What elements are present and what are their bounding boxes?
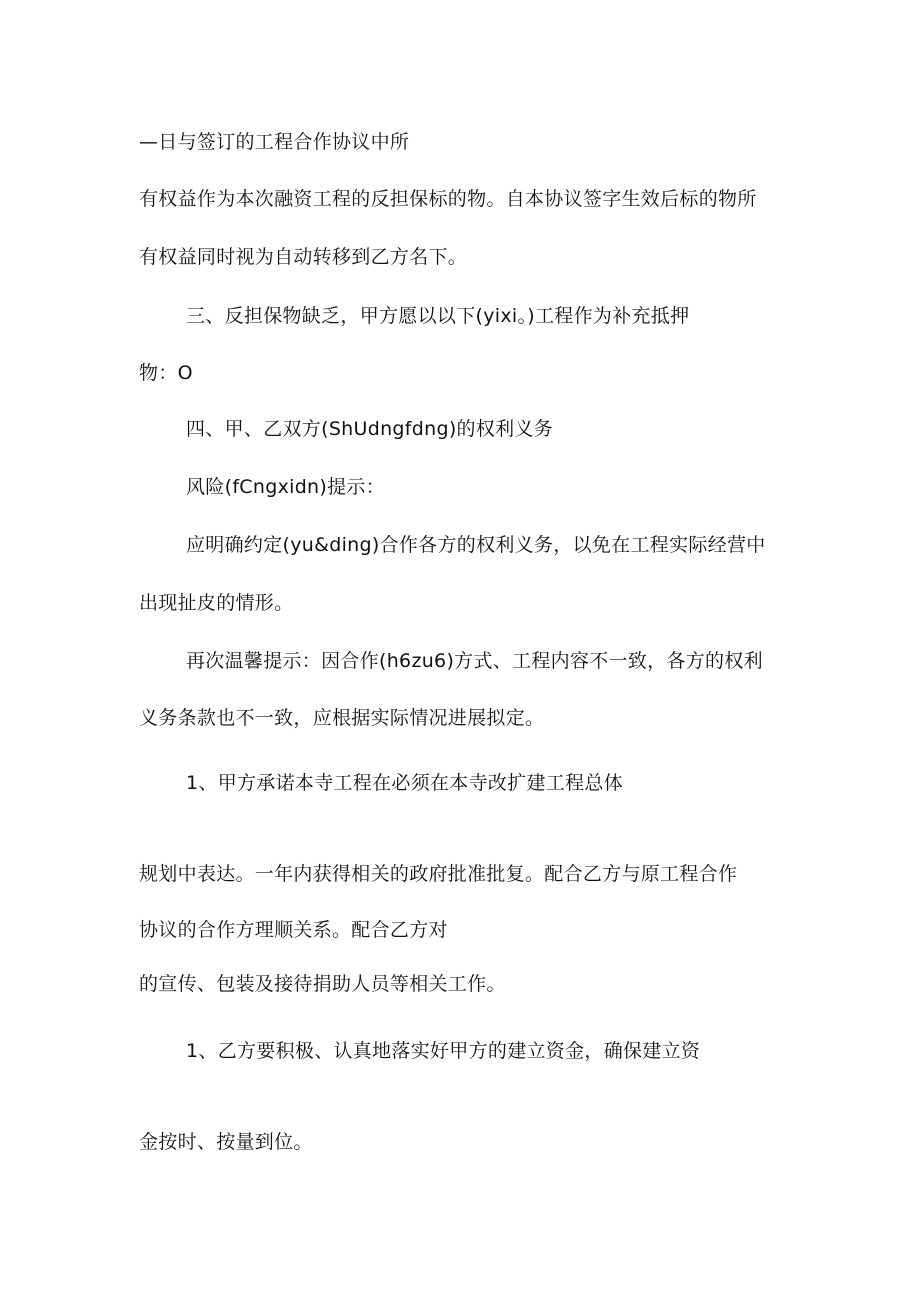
- text-line: 应明确约定(yu&ding)合作各方的权利义务，以免在工程实际经营中: [186, 534, 766, 556]
- text-line: —日与签订的工程合作协议中所: [139, 131, 410, 153]
- text-line: 有权益作为本次融资工程的反担保标的物。自本协议签字生效后标的物所: [139, 188, 757, 210]
- text-line: 四、甲、乙双方(ShUdngfdng)的权利义务: [186, 418, 554, 440]
- text-line: 物：O: [139, 362, 193, 384]
- text-line: 的宣传、包装及接待捐助人员等相关工作。: [139, 973, 506, 995]
- text-line: 再次温馨提示：因合作(h6zu6)方式、工程内容不一致，各方的权利: [186, 650, 763, 672]
- text-line: 义务条款也不一致，应根据实际情况进展拟定。: [139, 707, 545, 729]
- text-line: 规划中表达。一年内获得相关的政府批准批复。配合乙方与原工程合作: [139, 863, 738, 885]
- text-line: 三、反担保物缺乏，甲方愿以以下(yixi。)工程作为补充抵押: [186, 305, 690, 327]
- text-line: 1、甲方承诺本寺工程在必须在本寺改扩建工程总体: [186, 772, 623, 794]
- text-line: 风险(fCngxidn)提示：: [186, 476, 386, 498]
- text-line: 协议的合作方理顺关系。配合乙方对: [139, 919, 448, 941]
- text-line: 金按时、按量到位。: [139, 1131, 313, 1153]
- text-line: 1、乙方要积极、认真地落实好甲方的建立资金，确保建立资: [186, 1040, 701, 1062]
- text-line: 出现扯皮的情形。: [139, 592, 294, 614]
- text-line: 有权益同时视为自动转移到乙方名下。: [139, 246, 468, 268]
